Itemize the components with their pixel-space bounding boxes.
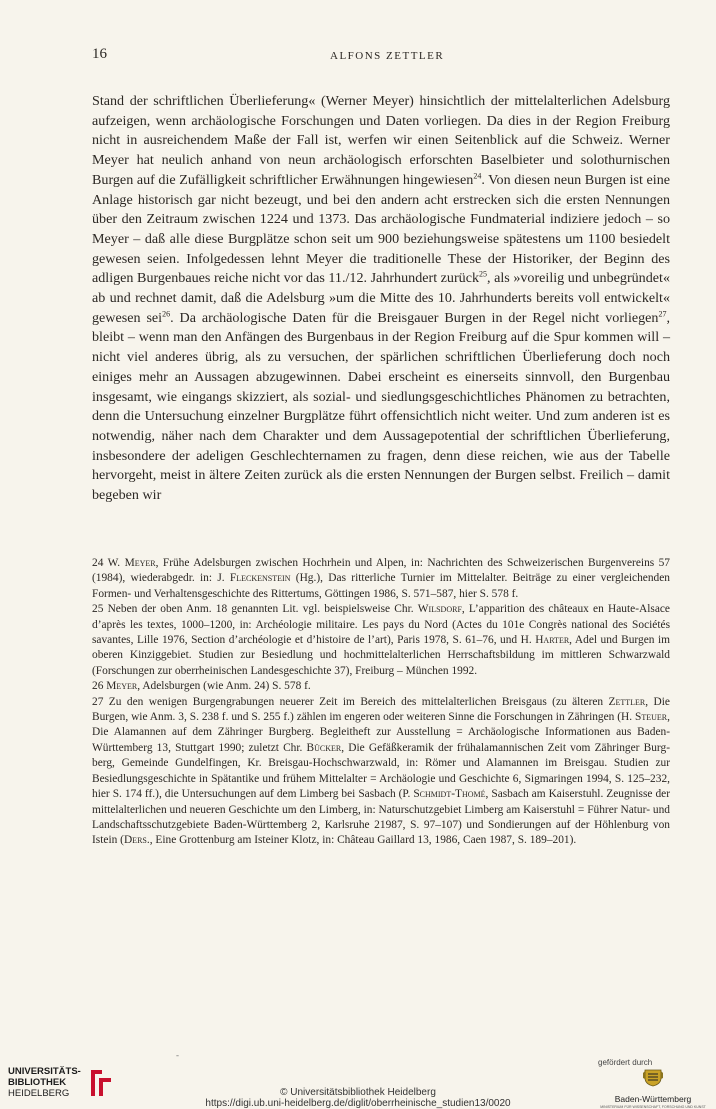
sponsor-label: gefördert durch xyxy=(598,1058,653,1067)
fn-author: Meyer xyxy=(106,680,138,693)
footnote-ref-26[interactable]: 26 xyxy=(162,309,171,319)
fn-text: , Die Burgen, wie Anm. 3, S. 238 f. und S. 255 f.) zählen im engeren oder weiteren Sinne die Forschungen in Zähringen (H. xyxy=(92,695,670,724)
ub-line-3: HEIDELBERG xyxy=(8,1088,70,1099)
text-run: . Da archäologische Daten für die Breisgauer Burgen in der Regel nicht vorliegen xyxy=(170,309,659,326)
fn-author: Steuer xyxy=(635,711,668,724)
fn-text: , Sasbach am Kaiserstuhl. Zeugnisse der mittelalterlichen und neueren Geschichte um den Limberg, in: Naturschutzgebiet Limberg am Kaiserstuhl = Führer Natur- und Landschaftsschutzgebiete Baden-Württemberg 2, Karlsruhe 21987, S. 97–107) und Sondierungen auf der Höhlenburg von Istein ( xyxy=(92,788,670,847)
fn-text: , Die Alamannen auf dem Zähringer Burgberg. Begleitheft zur Ausstellung = Archäologische Informationen aus Baden-Württemberg 13, Stuttgart 1990; zuletzt Chr. xyxy=(92,711,670,754)
fn-author: Fleckenstein xyxy=(229,572,291,585)
copyright-text: © Universitätsbibliothek Heidelberg xyxy=(280,1087,436,1098)
footnote-27 xyxy=(92,695,670,849)
text-run: . Von diesen neun Burgen ist eine Anlage historisch gar nicht bezeugt, und bei den andern acht erstrecken sich die ersten Nennungen über den Zeitraum zwischen 1224 und 1373. Das archäologische Fundmaterial indiziere jedoch – so Meyer – daß alle diese Burgplätze schon seit um 900 beziehungsweise spätestens um 1100 besiedelt gewesen seien. Infolgedessen lehnt Meyer die traditionelle These der Historiker, der Beginn des adligen Burgenbaues reiche nicht vor das 11./12. Jahrhundert zurück xyxy=(92,171,671,287)
fn-text: , Eine Grottenburg am Isteiner Klotz, in: Château Gaillard 13, 1986, Caen 1987, S. 189–201). xyxy=(149,834,577,847)
fn-text: 27 Zu den wenigen Burgengrabungen neuerer Zeit im Bereich des mittelalterlichen Breisgaus (zu älteren xyxy=(92,695,609,708)
main-paragraph xyxy=(92,92,670,506)
copyright-footer xyxy=(0,1087,716,1109)
page-number: 16 xyxy=(92,46,107,62)
fn-text: 25 Neben der oben Anm. 18 genannten Lit. vgl. beispielsweise Chr. xyxy=(92,603,418,616)
fn-text: , L’apparition des châteaux en Haute-Alsace d’après les textes, 1000–1200, in: Archéologie militaire. Les pays du Nord (Actes du 101e Congrès national des Sociétés savantes, Lille 1976, Section d’archéologie et d’histoire de l’art), Paris 1978, S. 61–76, und H. xyxy=(92,603,670,647)
fn-author: Meyer xyxy=(124,557,156,569)
ub-line-1: UNIVERSITÄTS- xyxy=(8,1066,81,1077)
fn-author: Zettler xyxy=(608,695,646,708)
bw-coat-of-arms-icon xyxy=(642,1067,664,1087)
fn-author: Ders. xyxy=(123,834,150,847)
fn-text: 26 xyxy=(92,680,107,693)
fn-text: 24 W. xyxy=(92,557,125,569)
footnote-26 xyxy=(92,679,670,694)
fn-author: Bücker xyxy=(306,741,342,754)
footnote-ref-27[interactable]: 27 xyxy=(658,309,667,319)
fn-author: Wilsdorf xyxy=(417,603,462,616)
footnote-ref-24[interactable]: 24 xyxy=(473,171,482,181)
text-run: , bleibt – wenn man den Anfängen des Burgenbaus in der Region Freiburg auf die Spur kommen will – nicht viel anderes übrig, als zu versuchen, der spärlichen schriftlichen Überlieferung doch noch einiges mehr an Aussagen abzugewinnen. Dabei erscheint es einerseits sinnvoll, den Burgenbau insgesamt, wie eingangs skizziert, als sozial- und siedlungsgeschichtliches Phänomen zu betrachten, denn die Untersuchung einzelner Burgplätze führt offensichtlich nicht weiter. Und zum anderen ist es notwendig, näher nach dem Charakter und dem Aussagepotential der schriftlichen Überlieferung, insbesondere der adeligen Geschlechternamen zu fragen, denn diese reichen, wie aus der Tabelle hervorgeht, meist in ältere Zeiten zurück als die ersten Nennungen der Burgen selbst. Freilich – damit begeben wir xyxy=(92,309,670,504)
fn-text: , Adelsburgen (wie Anm. 24) S. 578 f. xyxy=(137,680,311,693)
footnote-ref-25[interactable]: 25 xyxy=(479,269,488,279)
bw-name: Baden-Württemberg xyxy=(614,1094,692,1104)
fn-text: , Frühe Adelsburgen zwischen Hochrhein und Alpen, in: Nachrichten des Schweizerischen Burgenvereins 57 (1984), wiederabgedr. in: J. xyxy=(92,557,670,585)
bw-ministry: MINISTERIUM FÜR WISSENSCHAFT, FORSCHUNG UND KUNST xyxy=(600,1105,706,1109)
footnote-24 xyxy=(92,556,670,602)
footnote-25 xyxy=(92,602,670,679)
fn-text: , Die Gefäßkeramik der frühalamannischen Zeit vom Zähringer Burgberg, Gemeinde Gundelfingen, Kr. Breisgau-Hochschwarzwald, in: Römer und Alamannen im Breisgau. Studien zur Besiedlungsgeschichte in Spätantike und frühem Mittelalter = Archäologie und Geschichte 6, Sigmaringen 1994, S. 125–232, hier S. 174 ff.), die Untersuchungen auf dem Limberg bei Sasbach (P. xyxy=(92,741,671,801)
divider-mark: - xyxy=(176,1050,179,1060)
footnotes xyxy=(92,556,670,849)
body-text xyxy=(92,92,670,506)
running-head: ALFONS ZETTLER xyxy=(330,50,445,62)
text-run: Stand der schriftlichen Überlieferung« (Werner Meyer) hinsichtlich der mittelalterlichen Adelsburg aufzeigen, wenn archäologische Forschungen und Daten vorliegen. Da dies in der Region Freiburg nicht in ausreichendem Maße der Fall ist, werfen wir einen Seitenblick auf die Schweiz. Werner Meyer hat neulich anhand von neun archäologisch erforschten Baselbieter und solothurnischen Burgen auf die Zufälligkeit schriftlicher Erwähnungen hingewiesen xyxy=(92,93,670,188)
source-url-link[interactable]: https://digi.ub.uni-heidelberg.de/diglit/oberrheinische_studien13/0020 xyxy=(205,1098,511,1109)
fn-text: , Adel und Burgen im oberen Kinziggebiet. Studien zur Besiedlung und hochmittelalterlichen Herrschaftsbildung im mittleren Schwarzwald (Forschungen zur oberrheinischen Landesgeschichte 37), Freiburg – München 1992. xyxy=(92,634,670,677)
ub-line-2: BIBLIOTHEK xyxy=(8,1077,67,1088)
fn-author: Harter xyxy=(535,634,570,647)
fn-text: (Hg.), Das ritterliche Turnier im Mittelalter. Beiträge zu einer vergleichenden Formen- und Verhaltensgeschichte des Rittertums, Göttingen 1986, S. 571–587, hier S. 578 f. xyxy=(92,572,670,600)
text-run: , als »voreilig und unbegründet« ab und rechnet damit, daß die Adelsburg »um die Mitte des 10. Jahrhunderts bereits voll entwickelt« gewesen sei xyxy=(92,270,670,326)
fn-author: Schmidt-Thomé xyxy=(413,788,486,801)
